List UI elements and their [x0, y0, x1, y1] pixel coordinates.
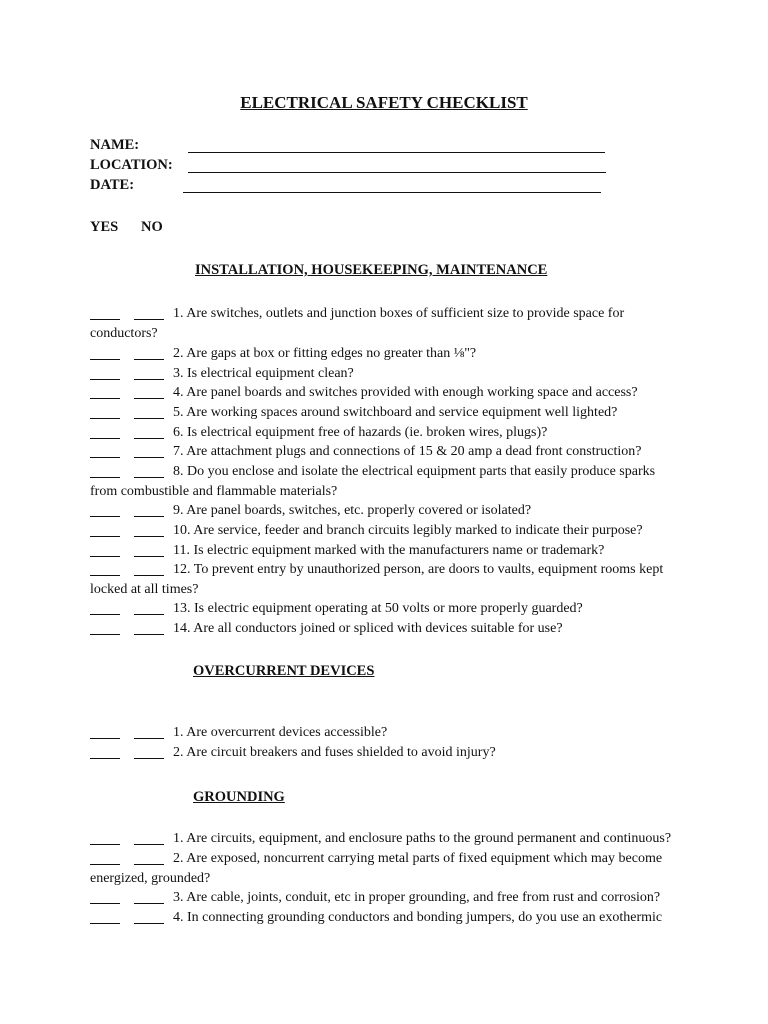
no-blank[interactable]	[134, 477, 164, 478]
question-text: 1. Are circuits, equipment, and enclosure paths to the ground permanent and continuous?	[173, 831, 672, 846]
question-text: 1. Are overcurrent devices accessible?	[173, 725, 388, 740]
question-continuation: conductors?	[90, 326, 158, 341]
yes-blank[interactable]	[90, 844, 120, 845]
no-blank[interactable]	[134, 418, 164, 419]
question-text: 4. Are panel boards and switches provided with enough working space and access?	[173, 385, 638, 400]
no-column-header: NO	[141, 219, 163, 235]
yes-blank[interactable]	[90, 738, 120, 739]
yes-blank[interactable]	[90, 634, 120, 635]
question-text: 3. Are cable, joints, conduit, etc in proper grounding, and free from rust and corrosion?	[173, 890, 661, 905]
no-blank[interactable]	[134, 438, 164, 439]
no-blank[interactable]	[134, 359, 164, 360]
question-text: 8. Do you enclose and isolate the electrical equipment parts that easily produce sparks	[173, 464, 656, 479]
question-text: 14. Are all conductors joined or spliced with devices suitable for use?	[173, 621, 563, 636]
name-label: NAME:	[90, 137, 140, 153]
location-field-line[interactable]	[188, 172, 606, 173]
date-field-line[interactable]	[183, 192, 601, 193]
question-text: 9. Are panel boards, switches, etc. properly covered or isolated?	[173, 503, 532, 518]
no-blank[interactable]	[134, 556, 164, 557]
question-text: 13. Is electric equipment operating at 50 volts or more properly guarded?	[173, 601, 583, 616]
question-continuation: from combustible and flammable materials?	[90, 484, 338, 499]
question-text: 11. Is electric equipment marked with the manufacturers name or trademark?	[173, 543, 605, 558]
yes-blank[interactable]	[90, 758, 120, 759]
yes-blank[interactable]	[90, 923, 120, 924]
no-blank[interactable]	[134, 923, 164, 924]
no-blank[interactable]	[134, 457, 164, 458]
yes-blank[interactable]	[90, 457, 120, 458]
no-blank[interactable]	[134, 864, 164, 865]
yes-blank[interactable]	[90, 359, 120, 360]
question-text: 10. Are service, feeder and branch circuits legibly marked to indicate their purpose?	[173, 523, 643, 538]
no-blank[interactable]	[134, 319, 164, 320]
no-blank[interactable]	[134, 903, 164, 904]
name-field-line[interactable]	[188, 152, 605, 153]
question-text: 12. To prevent entry by unauthorized person, are doors to vaults, equipment rooms kept	[173, 562, 664, 577]
date-label: DATE:	[90, 177, 135, 193]
yes-blank[interactable]	[90, 379, 120, 380]
yes-blank[interactable]	[90, 864, 120, 865]
no-blank[interactable]	[134, 758, 164, 759]
yes-column-header: YES	[90, 219, 119, 235]
question-continuation: locked at all times?	[90, 582, 199, 597]
no-blank[interactable]	[134, 379, 164, 380]
section-heading-installation: INSTALLATION, HOUSEKEEPING, MAINTENANCE	[195, 262, 548, 278]
question-text: 2. Are exposed, noncurrent carrying metal parts of fixed equipment which may become	[173, 851, 663, 866]
question-text: 3. Is electrical equipment clean?	[173, 366, 354, 381]
location-label: LOCATION:	[90, 157, 173, 173]
page-title: ELECTRICAL SAFETY CHECKLIST	[240, 93, 528, 112]
question-text: 5. Are working spaces around switchboard and service equipment well lighted?	[173, 405, 618, 420]
yes-blank[interactable]	[90, 477, 120, 478]
question-text: 2. Are circuit breakers and fuses shielded to avoid injury?	[173, 745, 496, 760]
yes-blank[interactable]	[90, 398, 120, 399]
yes-blank[interactable]	[90, 556, 120, 557]
no-blank[interactable]	[134, 516, 164, 517]
no-blank[interactable]	[134, 614, 164, 615]
question-text: 4. In connecting grounding conductors and bonding jumpers, do you use an exothermic	[173, 910, 663, 925]
no-blank[interactable]	[134, 634, 164, 635]
yes-blank[interactable]	[90, 614, 120, 615]
no-blank[interactable]	[134, 738, 164, 739]
yes-blank[interactable]	[90, 319, 120, 320]
section-heading-grounding: GROUNDING	[193, 789, 285, 805]
no-blank[interactable]	[134, 398, 164, 399]
section-heading-overcurrent: OVERCURRENT DEVICES	[193, 663, 375, 679]
yes-blank[interactable]	[90, 575, 120, 576]
question-text: 2. Are gaps at box or fitting edges no greater than ⅛"?	[173, 346, 477, 361]
yes-blank[interactable]	[90, 516, 120, 517]
yes-blank[interactable]	[90, 536, 120, 537]
no-blank[interactable]	[134, 575, 164, 576]
no-blank[interactable]	[134, 536, 164, 537]
no-blank[interactable]	[134, 844, 164, 845]
question-continuation: energized, grounded?	[90, 871, 211, 886]
question-text: 6. Is electrical equipment free of hazards (ie. broken wires, plugs)?	[173, 425, 548, 440]
question-text: 1. Are switches, outlets and junction boxes of sufficient size to provide space for	[173, 306, 625, 321]
yes-blank[interactable]	[90, 903, 120, 904]
yes-blank[interactable]	[90, 418, 120, 419]
question-text: 7. Are attachment plugs and connections of 15 & 20 amp a dead front construction?	[173, 444, 642, 459]
yes-blank[interactable]	[90, 438, 120, 439]
